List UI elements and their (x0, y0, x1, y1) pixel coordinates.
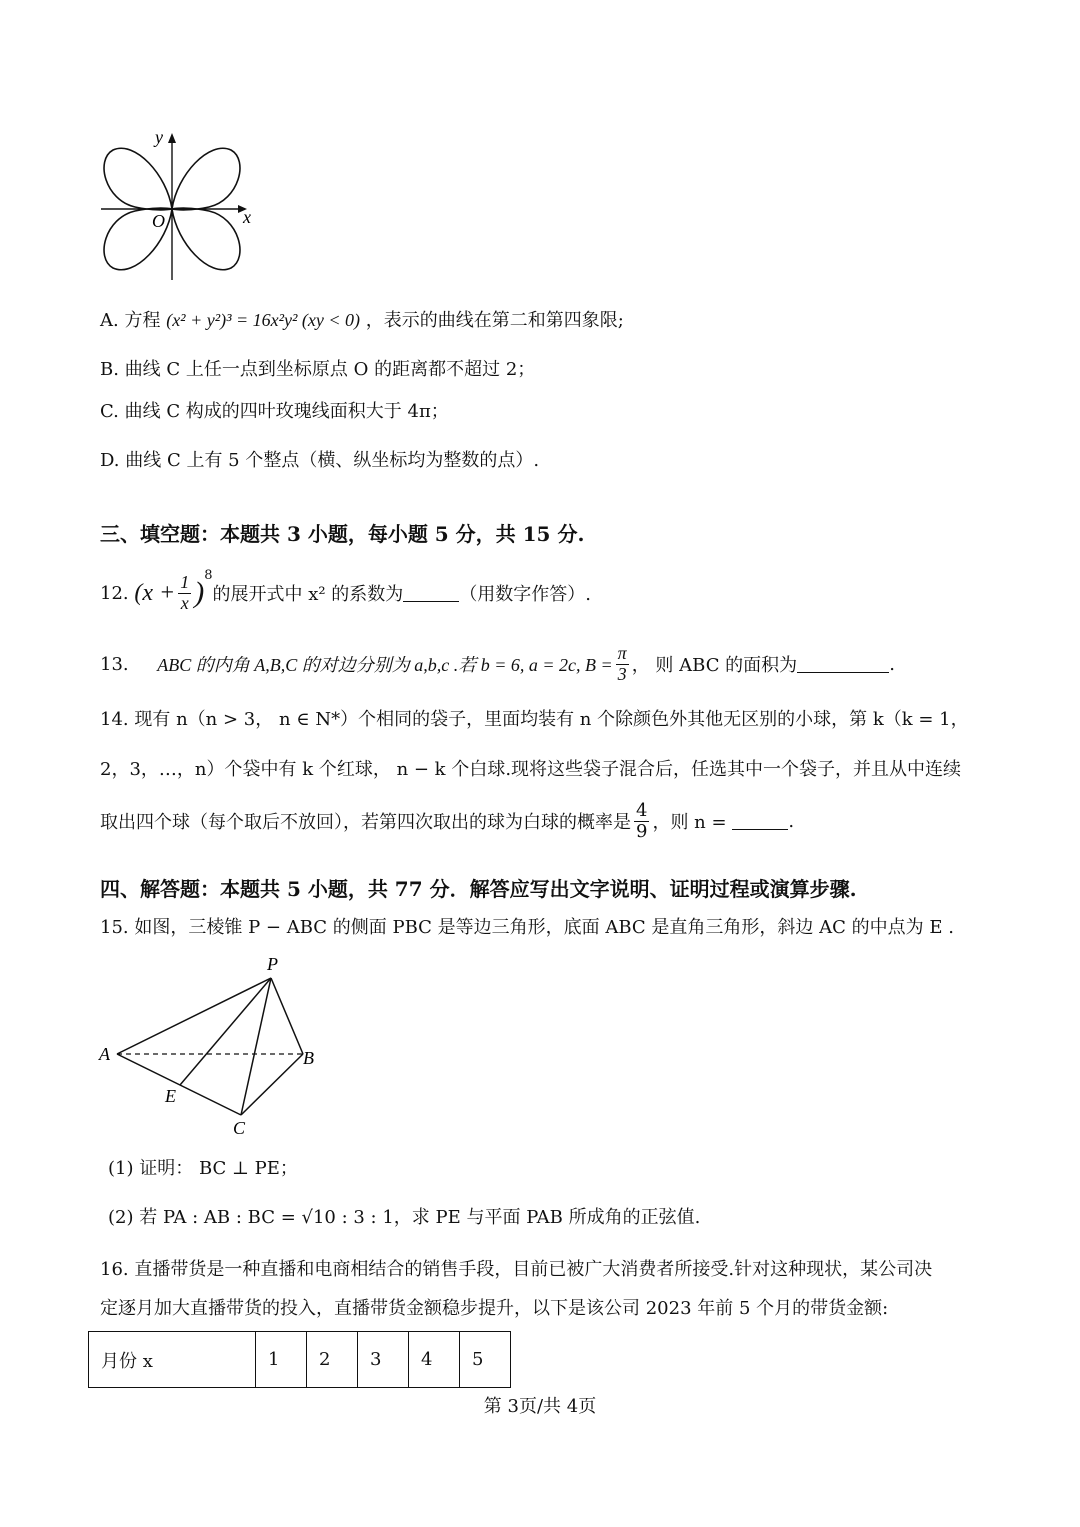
sales-table (88, 1331, 511, 1388)
question-16-line2: 定逐月加大直播带货的投入，直播带货金额稳步提升，以下是该公司 2023 年前 5 个月的带货金额: (100, 1298, 889, 1319)
page-footer: 第 3页/共 4页 (483, 1396, 597, 1417)
edge-bc (241, 1054, 303, 1115)
section4-heading: 四、解答题：本题共 5 小题，共 77 分．解答应写出文字说明、证明过程或演算步骤. (100, 877, 857, 901)
question-12: 12. (x + $\frac{1}{x}$ ) $^8$ 的展开式中 x² 的系数为 （用数字作答）. (100, 567, 592, 613)
question-15-part2: (2) 若 PA : AB : BC = √10 : 3 : 1，求 PE 与平面 PAB 所成角的正弦值. (108, 1207, 701, 1228)
table-cell: 4 (409, 1332, 460, 1388)
question-13: 13. ABC 的内角 A,B,C 的对边分别为 a,b,c .若 b = 6, a = 2c, B = $\frac{\pi}{3}$ ， 则 ABC 的面积为 . (100, 642, 895, 684)
question-14-line3: 取出四个球（每个取后不放回），若第四次取出的球为白球的概率是 $\frac{4}{9}$ ，则 n = . (100, 799, 795, 842)
table-cell: 1 (256, 1332, 307, 1388)
section3-heading: 三、填空题：本题共 3 小题，每小题 5 分，共 15 分. (100, 522, 585, 546)
option-b: B. 曲线 C 上任一点到坐标原点 O 的距离都不超过 2； (100, 359, 536, 380)
y-axis-arrow (168, 133, 176, 143)
table-cell: 3 (358, 1332, 409, 1388)
option-a: A. 方程 (x² + y²)³ = 16x²y² (xy < 0) ，表示的曲线在第二和第四象限; (100, 310, 624, 331)
edge-pa (117, 978, 271, 1054)
table-cell: 2 (307, 1332, 358, 1388)
table-cell: 5 (460, 1332, 511, 1388)
label-e: E (165, 1086, 176, 1106)
edge-pc (241, 978, 271, 1115)
edge-pb (271, 978, 303, 1054)
label-p: P (267, 954, 278, 974)
rose-curve-figure (95, 125, 270, 290)
table-header-cell: 月份 x (89, 1332, 256, 1388)
option-c: C. 曲线 C 构成的四叶玫瑰线面积大于 4π； (100, 401, 449, 422)
option-d: D. 曲线 C 上有 5 个整点（横、纵坐标均为整数的点）. (100, 450, 540, 471)
question-14-line1: 14. 现有 n（n > 3， n ∈ N*）个相同的袋子，里面均装有 n 个除颜色外其他无区别的小球，第 k（k = 1， (100, 709, 969, 730)
origin-label: O (152, 211, 165, 231)
pyramid-figure (95, 950, 335, 1140)
y-axis-label: y (155, 127, 163, 147)
question-14-line2: 2，3，…，n）个袋中有 k 个红球， n − k 个白球.现将这些袋子混合后，任选其中一个袋子，并且从中连续 (100, 759, 962, 780)
label-b: B (303, 1048, 314, 1068)
label-a: A (99, 1044, 110, 1064)
edge-pe (180, 978, 271, 1085)
question-16-line1: 16. 直播带货是一种直播和电商相结合的销售手段，目前已被广大消费者所接受.针对这种现状，某公司决 (100, 1259, 933, 1280)
question-15: 15. 如图，三棱锥 P − ABC 的侧面 PBC 是等边三角形，底面 ABC 是直角三角形，斜边 AC 的中点为 E . (100, 917, 954, 938)
x-axis-label: x (243, 207, 251, 227)
edge-ac (117, 1054, 241, 1115)
question-15-part1: (1) 证明： BC ⊥ PE； (108, 1158, 298, 1179)
table-row (89, 1332, 511, 1388)
label-c: C (233, 1118, 246, 1138)
